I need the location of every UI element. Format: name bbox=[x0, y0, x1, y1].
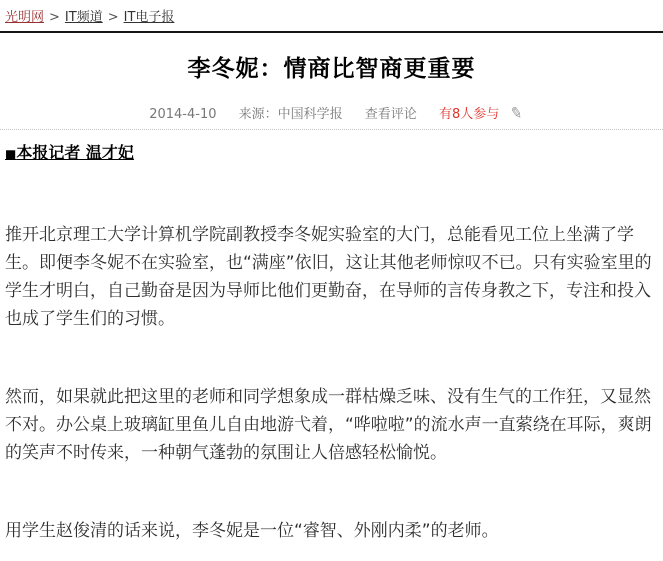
paragraph: 推开北京理工大学计算机学院副教授李冬妮实验室的大门，总能看见工位上坐满了学生。即便李冬妮不在实验室，也“满座”依旧，这让其他老师惊叹不已。只有实验室里的学生才明白，自己勤奋是因为导师比他们更勤奋，在导师的言传身教之下，专注和投入也成了学生们的习惯。 bbox=[5, 225, 652, 329]
header-divider bbox=[0, 31, 663, 33]
breadcrumb bbox=[0, 0, 663, 31]
byline bbox=[5, 143, 658, 164]
square-bullet-icon: ■ bbox=[5, 147, 17, 161]
participation-count-link[interactable]: 有8人参与 bbox=[438, 107, 500, 122]
source-label: 来源：中国科学报 bbox=[238, 107, 343, 122]
breadcrumb-link-epaper[interactable]: IT电子报 bbox=[123, 10, 175, 25]
view-comments-link[interactable]: 查看评论 bbox=[364, 107, 417, 122]
paragraph: 然而，如果就此把这里的老师和同学想象成一群枯燥乏味、没有生气的工作狂，又显然不对。办公桌上玻璃缸里鱼儿自由地游弋着，“哗啦啦”的流水声一直萦绕在耳际，爽朗的笑声不时传来，一种朝气蓬勃的氛围让人倍感轻松愉悦。 bbox=[5, 387, 652, 463]
meta-divider bbox=[0, 129, 663, 130]
page-title: 李冬妮：情商比智商更重要 bbox=[187, 55, 476, 82]
breadcrumb-separator: > bbox=[49, 10, 60, 25]
breadcrumb-separator: > bbox=[107, 10, 119, 25]
pencil-icon[interactable]: ✎ bbox=[508, 103, 525, 123]
breadcrumb-link-channel[interactable]: IT频道 bbox=[64, 10, 103, 25]
article-body bbox=[0, 221, 663, 545]
byline-text: 本报记者 温才妃 bbox=[16, 143, 134, 162]
breadcrumb-link-site[interactable]: 光明网 bbox=[5, 10, 45, 25]
article-meta bbox=[0, 105, 663, 123]
publish-date: 2014-4-10 bbox=[149, 107, 217, 122]
paragraph: 用学生赵俊清的话来说，李冬妮是一位“睿智、外刚内柔”的老师。 bbox=[5, 521, 499, 541]
